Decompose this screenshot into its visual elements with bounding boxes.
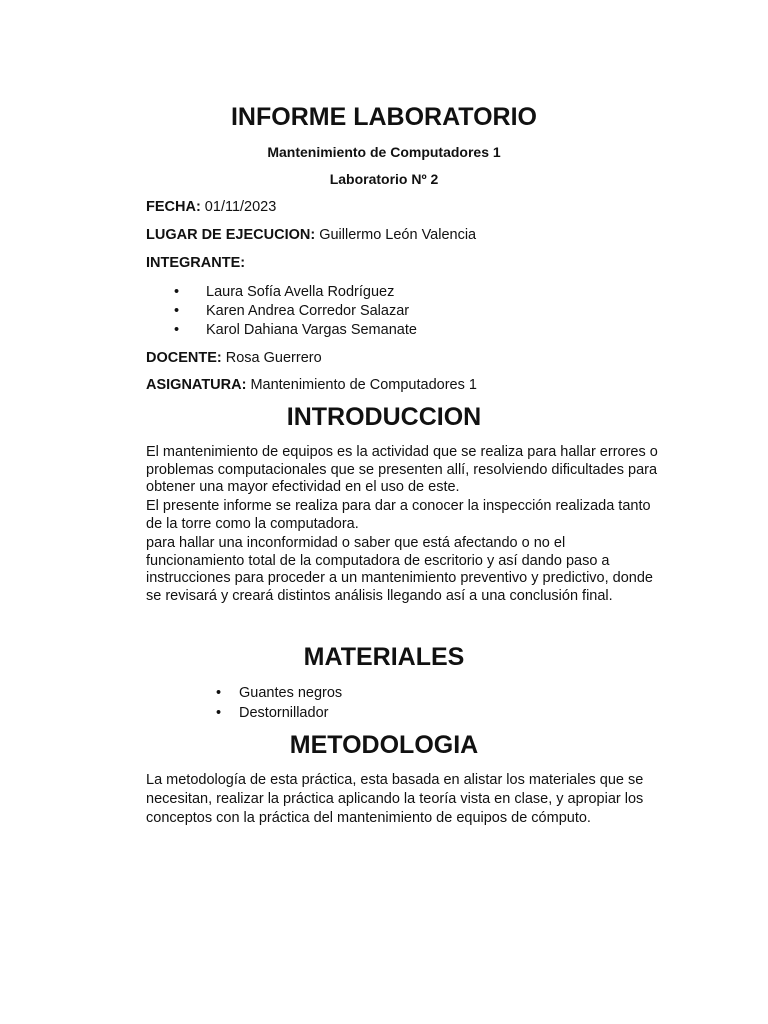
bullet-icon: • (216, 705, 222, 721)
fecha-value: 01/11/2023 (200, 199, 277, 215)
asignatura-value: Mantenimiento de Computadores 1 (246, 377, 477, 393)
bullet-icon: • (174, 284, 180, 300)
metodologia-heading: METODOLOGIA (289, 731, 479, 759)
integrante-name: Karen Andrea Corredor Salazar (206, 303, 410, 319)
fecha-field (146, 199, 276, 215)
bullet-icon: • (174, 303, 180, 319)
bullet-icon: • (216, 685, 222, 701)
material-name: Guantes negros (239, 685, 343, 701)
material-name: Destornillador (239, 705, 329, 721)
lugar-value: Guillermo León Valencia (315, 227, 477, 243)
metodologia-paragraph: La metodología de esta práctica, esta basada en alistar los materiales que se necesitan, realizar la práctica aplicando la teoría vista en clase, y apropiar los conceptos con la práctica del mantenimiento de equipos de cómputo. (146, 772, 644, 826)
introduccion-paragraph-3: para hallar una inconformidad o saber que está afectando o no el funcionamiento total de la computadora de escritorio y así dando paso a instrucciones para proceder a un mantenimiento preventivo y predictivo, donde se revisará y creará distintos análisis llegando así a una conclusión final. (146, 535, 653, 604)
course-subtitle: Mantenimiento de Computadores 1 (267, 144, 501, 160)
integrante-label: INTEGRANTE: (146, 255, 246, 271)
docente-value: Rosa Guerrero (221, 350, 322, 366)
materiales-heading: MATERIALES (303, 643, 465, 671)
integrante-field (146, 255, 245, 271)
introduccion-paragraph-1: El mantenimiento de equipos es la actividad que se realiza para hallar errores o problemas computacionales que se presenten allí, resolviendo dificultades para obtener una mayor efectividad en el uso de este. (146, 444, 658, 495)
introduccion-paragraph-2: El presente informe se realiza para dar a conocer la inspección realizada tanto de la torre como la computadora. (146, 498, 651, 532)
integrante-name: Karol Dahiana Vargas Semanate (206, 322, 417, 338)
docente-field (146, 350, 322, 366)
lugar-label: LUGAR DE EJECUCION: (146, 227, 316, 243)
lab-number-subtitle: Laboratorio Nº 2 (329, 171, 439, 187)
integrante-name: Laura Sofía Avella Rodríguez (206, 284, 395, 300)
lugar-field (146, 227, 476, 243)
bullet-icon: • (174, 322, 180, 338)
introduccion-heading: INTRODUCCION (286, 403, 482, 431)
asignatura-field (146, 377, 477, 393)
asignatura-label: ASIGNATURA: (146, 377, 247, 393)
fecha-label: FECHA: (146, 199, 201, 215)
docente-label: DOCENTE: (146, 350, 222, 366)
document-title: INFORME LABORATORIO (230, 103, 537, 131)
